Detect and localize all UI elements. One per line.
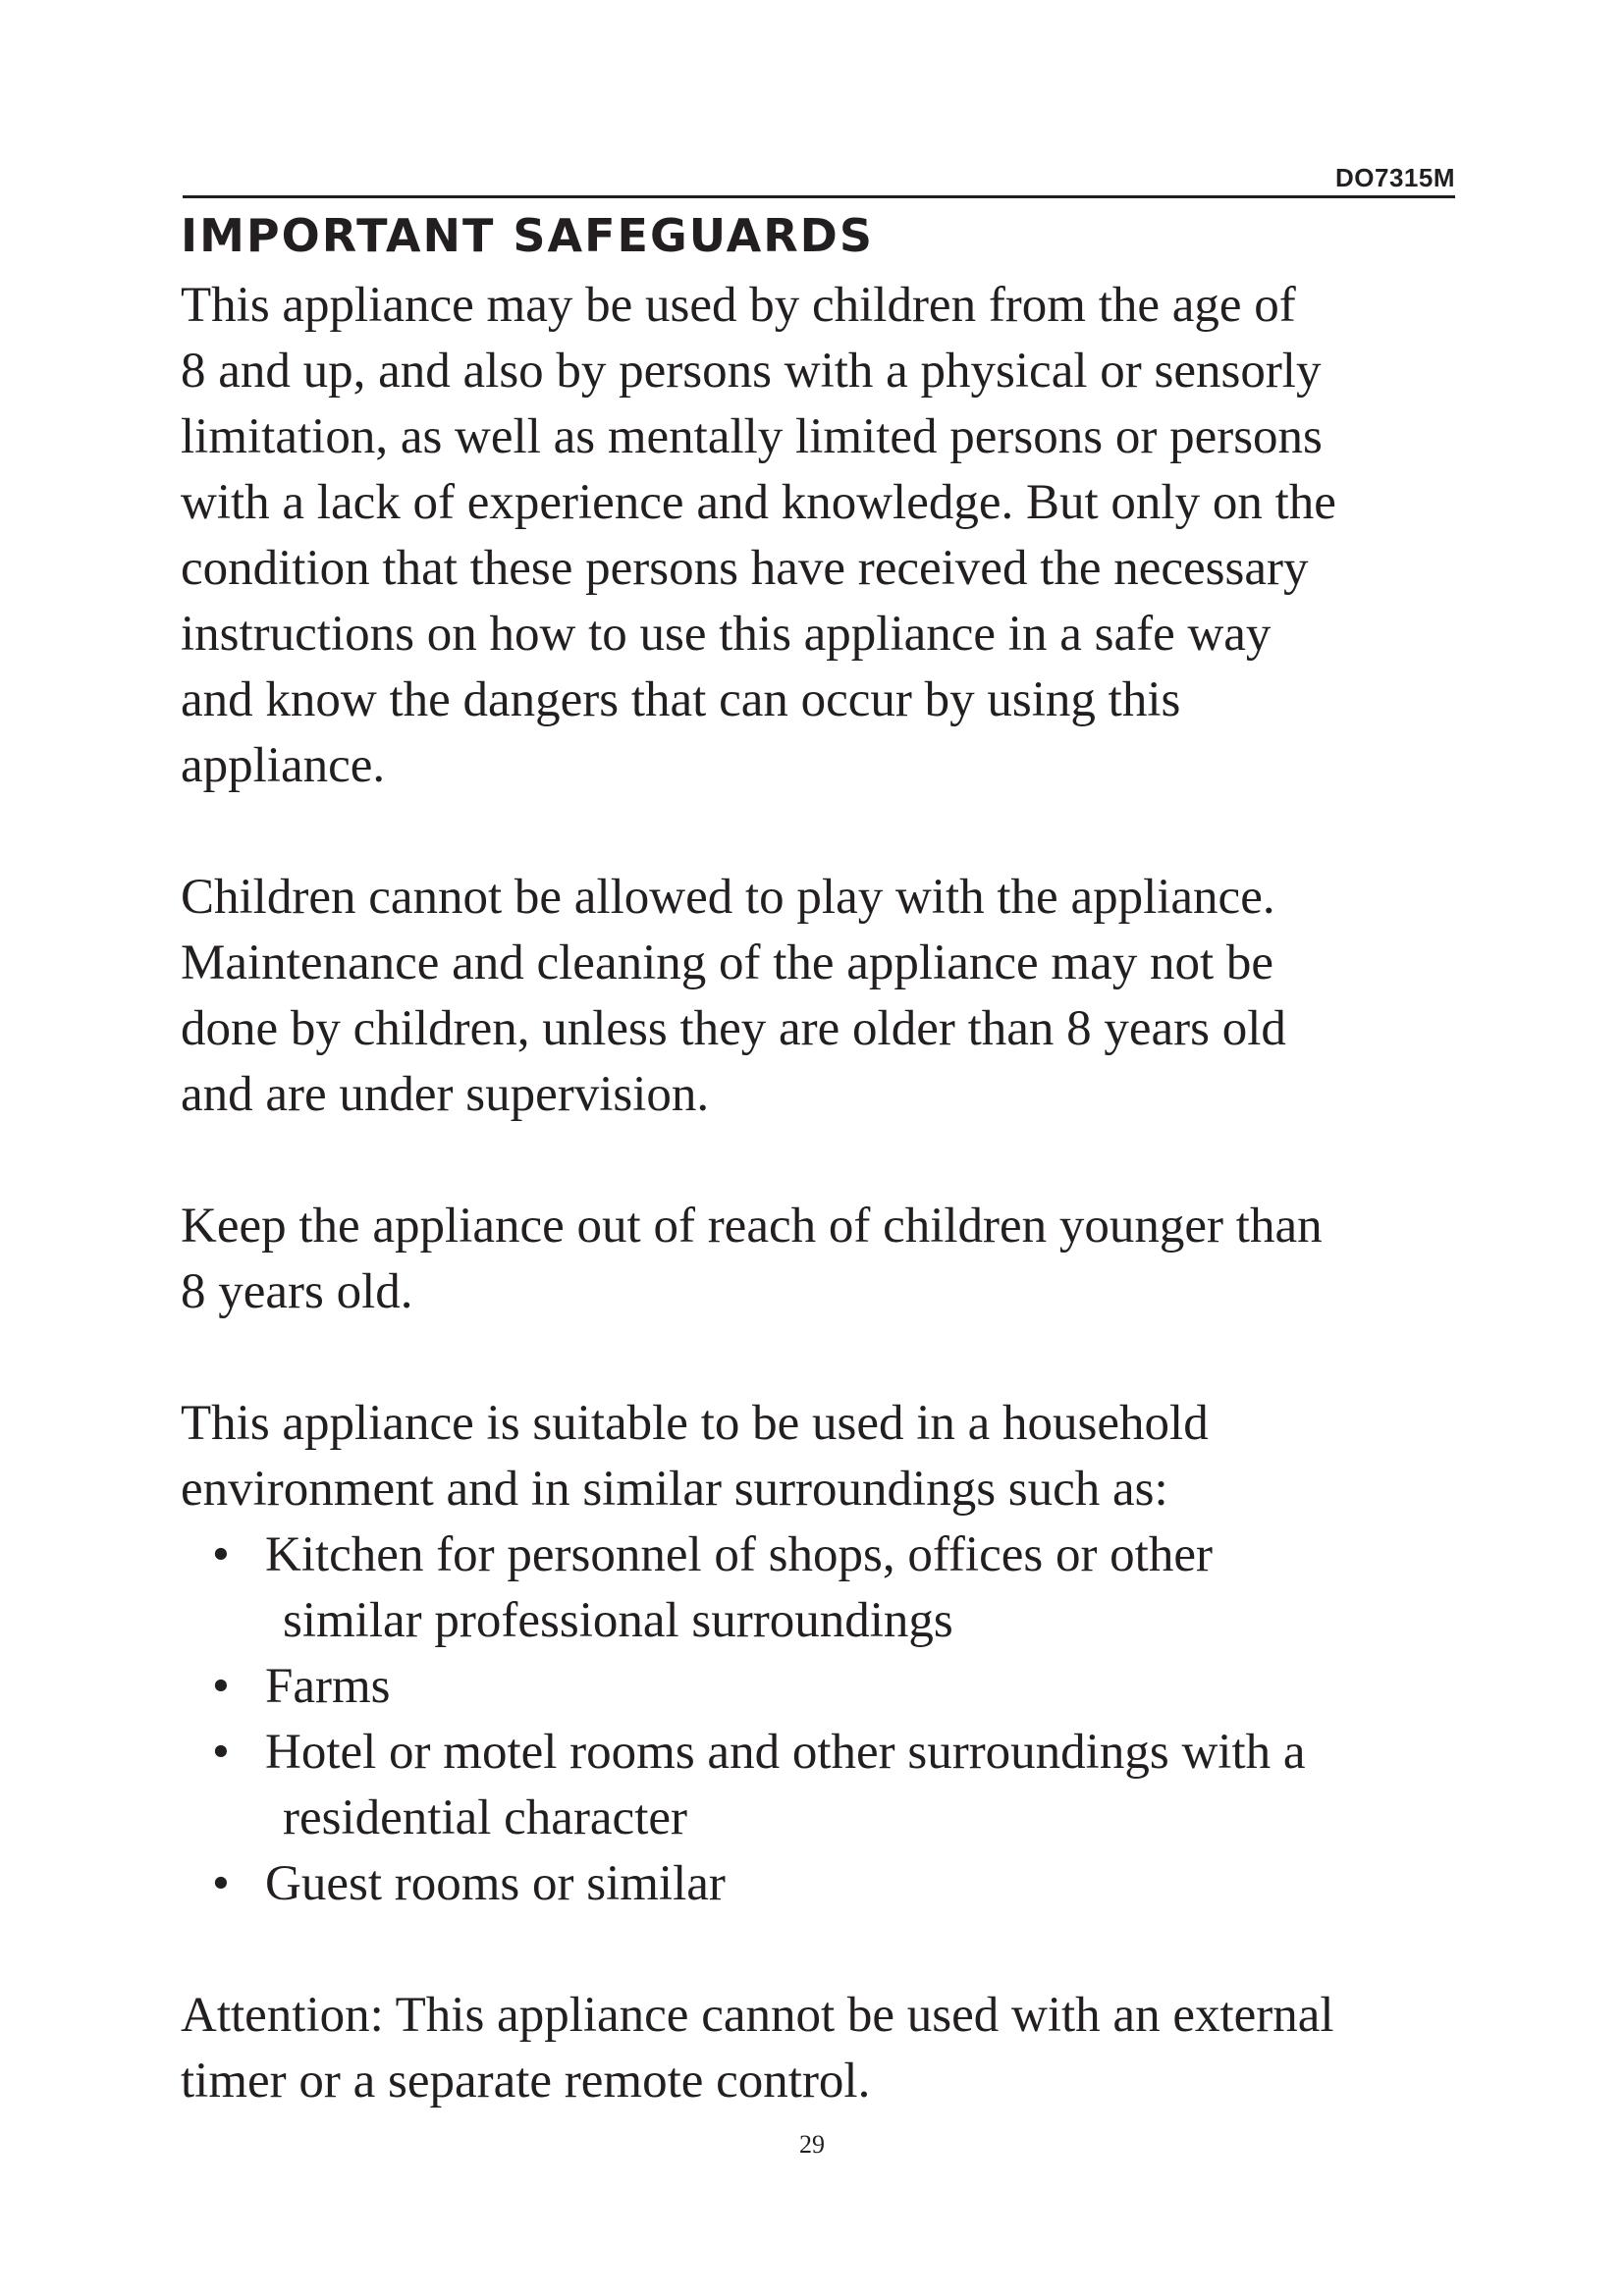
bullet-icon: • bbox=[212, 1856, 230, 1911]
bullet-icon: • bbox=[212, 1725, 230, 1780]
text-line: This appliance may be used by children from the age of bbox=[181, 278, 1296, 333]
header-rule bbox=[183, 195, 1455, 198]
paragraph-children-play bbox=[181, 865, 1467, 1128]
bullet-icon: • bbox=[212, 1659, 230, 1714]
list-item-continuation: similar professional surroundings bbox=[283, 1593, 953, 1648]
text-line: environment and in similar surroundings such as: bbox=[181, 1462, 1168, 1517]
text-line: with a lack of experience and knowledge. But only on the bbox=[181, 475, 1336, 530]
text-line: done by children, unless they are older than 8 years old bbox=[181, 1001, 1286, 1056]
text-line: and are under supervision. bbox=[181, 1067, 710, 1122]
bullet-icon: • bbox=[212, 1527, 230, 1582]
text-line: 8 and up, and also by persons with a physical or sensorly bbox=[181, 344, 1322, 399]
text-line: Children cannot be allowed to play with the appliance. bbox=[181, 870, 1275, 925]
text-line: Keep the appliance out of reach of children younger than bbox=[181, 1199, 1323, 1254]
list-item-continuation: residential character bbox=[283, 1790, 687, 1845]
surroundings-list bbox=[181, 1522, 1467, 1917]
body-text bbox=[181, 273, 1467, 2114]
text-line: timer or a separate remote control. bbox=[181, 2054, 871, 2109]
list-item-text: Kitchen for personnel of shops, offices or other bbox=[265, 1527, 1213, 1582]
section-title: IMPORTANT SAFEGUARDS bbox=[181, 209, 874, 262]
list-item-text: Farms bbox=[265, 1659, 391, 1714]
paragraph-age-limit bbox=[181, 273, 1467, 799]
list-item bbox=[181, 1654, 1467, 1720]
text-line: limitation, as well as mentally limited persons or persons bbox=[181, 409, 1323, 464]
text-line: condition that these persons have received the necessary bbox=[181, 541, 1309, 596]
paragraph-attention bbox=[181, 1983, 1467, 2114]
text-line: Attention: This appliance cannot be used with an external bbox=[181, 1988, 1334, 2043]
paragraph-out-of-reach bbox=[181, 1194, 1467, 1325]
text-line: and know the dangers that can occur by using this bbox=[181, 672, 1181, 727]
text-line: This appliance is suitable to be used in a household bbox=[181, 1396, 1209, 1451]
model-number: DO7315M bbox=[1335, 163, 1455, 192]
list-item bbox=[181, 1851, 1467, 1917]
text-line: Maintenance and cleaning of the appliance may not be bbox=[181, 935, 1274, 990]
page-number: 29 bbox=[799, 2130, 825, 2159]
text-line: instructions on how to use this appliance in a safe way bbox=[181, 607, 1272, 662]
list-item-text: Guest rooms or similar bbox=[265, 1856, 726, 1911]
text-line: appliance. bbox=[181, 738, 386, 793]
list-item-text: Hotel or motel rooms and other surroundings with a bbox=[265, 1725, 1306, 1780]
list-item bbox=[181, 1522, 1467, 1654]
text-line: 8 years old. bbox=[181, 1264, 413, 1319]
list-item bbox=[181, 1720, 1467, 1851]
paragraph-household-use bbox=[181, 1391, 1467, 1522]
